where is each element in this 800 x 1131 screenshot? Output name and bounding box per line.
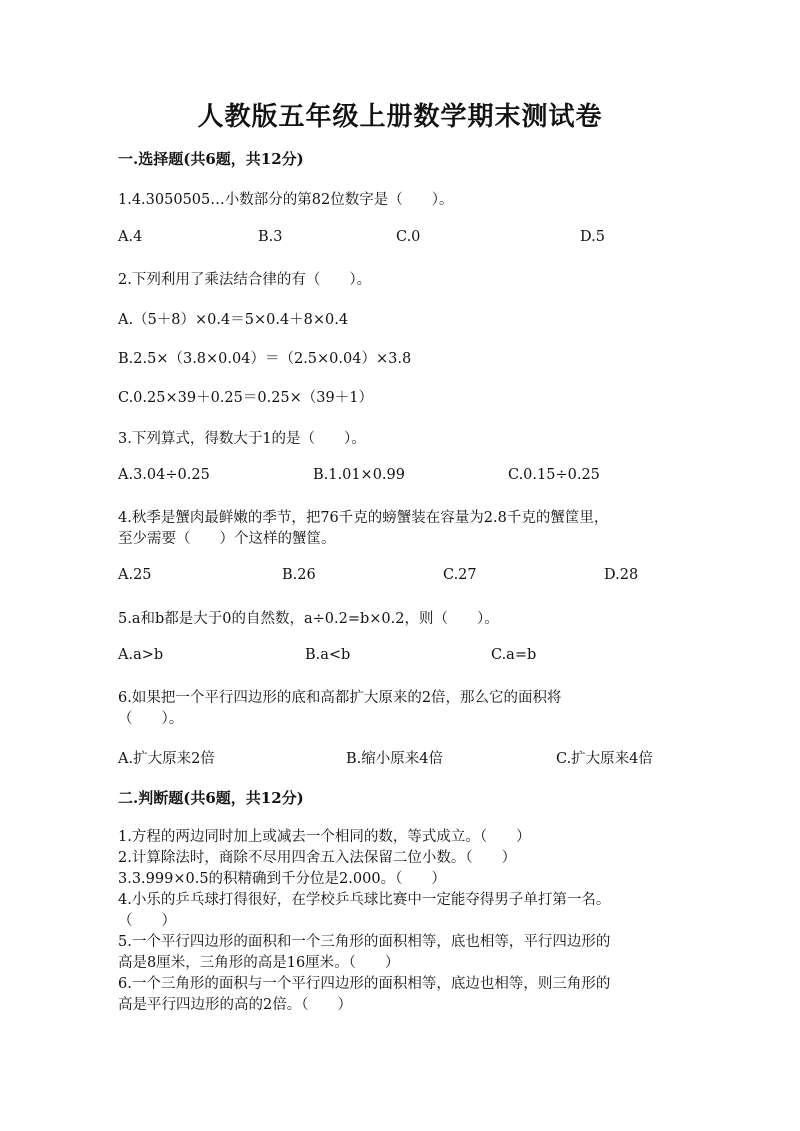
question-5-option-b: B.a<b [305, 647, 351, 663]
judgement-3: 3.3.999×0.5的积精确到千分位是2.000。（ ） [118, 871, 446, 887]
question-1-option-c: C.0 [396, 229, 421, 245]
question-4-option-b: B.26 [282, 567, 316, 583]
page-title: 人教版五年级上册数学期末测试卷 [197, 102, 603, 132]
question-4-text-line-2: 至少需要（ ）个这样的蟹筐。 [118, 531, 336, 547]
section-heading-judgement: 二.判断题(共6题，共12分) [118, 789, 304, 807]
question-6-option-a: A.扩大原来2倍 [118, 751, 215, 767]
question-3-option-a: A.3.04÷0.25 [118, 467, 210, 483]
question-1-option-b: B.3 [258, 229, 283, 245]
question-6-option-c: C.扩大原来4倍 [556, 751, 653, 767]
judgement-6-line-1: 6.一个三角形的面积与一个平行四边形的面积相等，底边也相等，则三角形的 [118, 976, 611, 992]
question-3-option-c: C.0.15÷0.25 [508, 467, 600, 483]
question-4-option-d: D.28 [604, 567, 639, 583]
question-2-option-a: A.（5＋8）×0.4＝5×0.4＋8×0.4 [118, 312, 349, 328]
question-5-text: 5.a和b都是大于0的自然数，a÷0.2=b×0.2，则（ ）。 [118, 611, 499, 627]
question-5-option-a: A.a>b [118, 647, 164, 663]
question-4-option-a: A.25 [118, 567, 152, 583]
question-3-text: 3.下列算式，得数大于1的是（ ）。 [118, 431, 366, 447]
question-1-option-d: D.5 [580, 229, 605, 245]
question-1-option-a: A.4 [118, 229, 143, 245]
question-5-option-c: C.a=b [491, 647, 537, 663]
question-4-option-c: C.27 [443, 567, 477, 583]
judgement-4-line-1: 4.小乐的乒乓球打得很好，在学校乒乓球比赛中一定能夺得男子单打第一名。 [118, 892, 611, 908]
question-1-text: 1.4.3050505…小数部分的第82位数字是（ ）。 [118, 192, 454, 208]
question-3-option-b: B.1.01×0.99 [313, 467, 405, 483]
judgement-2: 2.计算除法时，商除不尽用四舍五入法保留二位小数。（ ） [118, 850, 517, 866]
question-6-text-line-2: （ ）。 [118, 711, 184, 727]
question-2-option-b: B.2.5×（3.8×0.04）＝（2.5×0.04）×3.8 [118, 351, 412, 367]
question-6-option-b: B.缩小原来4倍 [346, 751, 443, 767]
judgement-5-line-2: 高是8厘米，三角形的高是16厘米。（ ） [118, 955, 400, 971]
judgement-4-line-2: （ ） [118, 913, 176, 929]
question-4-text-line-1: 4.秋季是蟹肉最鲜嫩的季节，把76千克的螃蟹装在容量为2.8千克的蟹筐里， [118, 510, 609, 526]
judgement-6-line-2: 高是平行四边形的高的2倍。（ ） [118, 997, 352, 1013]
question-2-text: 2.下列利用了乘法结合律的有（ ）。 [118, 272, 372, 288]
judgement-5-line-1: 5.一个平行四边形的面积和一个三角形的面积相等，底也相等，平行四边形的 [118, 934, 611, 950]
section-heading-choice: 一.选择题(共6题，共12分) [118, 150, 304, 168]
question-2-option-c: C.0.25×39＋0.25＝0.25×（39＋1） [118, 390, 373, 406]
question-6-text-line-1: 6.如果把一个平行四边形的底和高都扩大原来的2倍，那么它的面积将 [118, 690, 562, 706]
judgement-1: 1.方程的两边同时加上或减去一个相同的数，等式成立。（ ） [118, 829, 531, 845]
